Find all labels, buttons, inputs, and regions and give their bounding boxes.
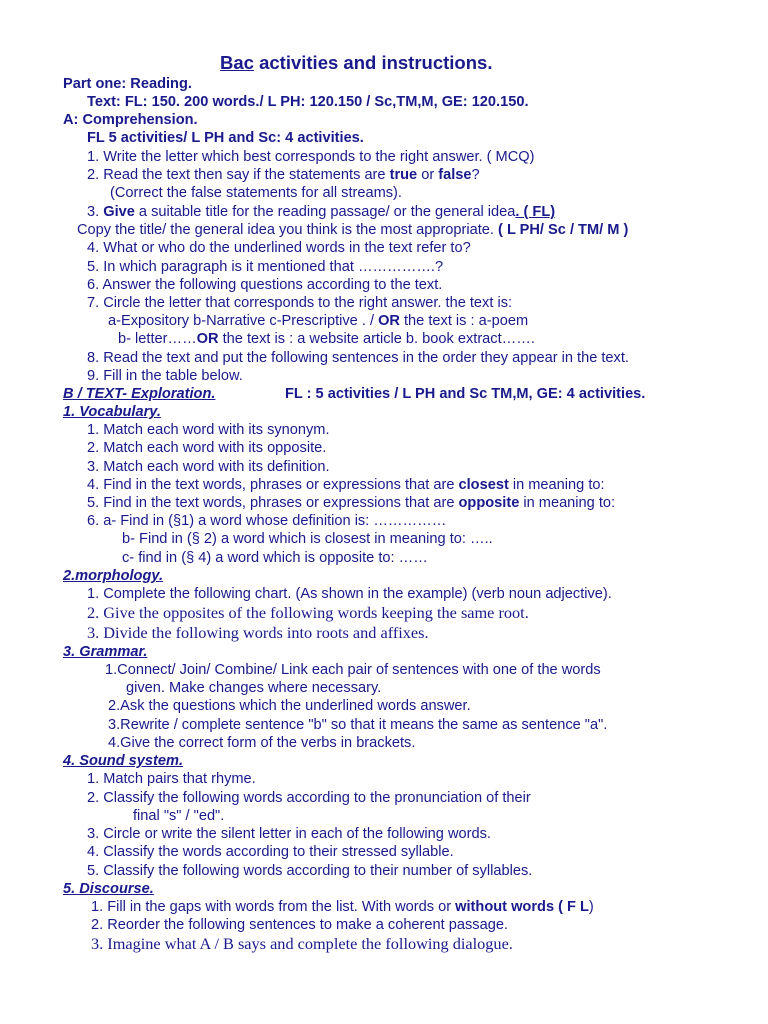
vocabulary-heading: 1. Vocabulary. [63, 404, 161, 420]
item-2-q: ? [471, 167, 480, 183]
vocab-5-end: in meaning to: [519, 495, 616, 511]
vocab-5-text: 5. Find in the text words, phrases or expressions that are [87, 495, 459, 511]
vocabulary-item-6b: b- Find in (§ 2) a word which is closest in meaning to: ….. [122, 531, 493, 547]
morphology-item-2: 2. Give the opposites of the following words keeping the same root. [87, 603, 529, 622]
sound-item-2-cont: final "s" / "ed". [133, 808, 225, 824]
grammar-item-3: 3.Rewrite / complete sentence "b" so that it means the same as sentence "a". [108, 717, 608, 733]
copy-title-line [77, 221, 628, 239]
copy-title-streams: ( L PH/ Sc / TM/ M ) [498, 222, 629, 238]
comprehension-item-2-note: (Correct the false statements for all streams). [110, 185, 402, 201]
sound-item-3: 3. Circle or write the silent letter in each of the following words. [87, 826, 491, 842]
sound-item-5: 5. Classify the following words according to their number of syllables. [87, 863, 533, 879]
item-2-false: false [438, 167, 472, 183]
discourse-1-end: ) [588, 899, 594, 915]
vocab-5-bold: opposite [458, 495, 520, 511]
part-one-heading: Part one: Reading. [63, 76, 192, 92]
comprehension-item-1: 1. Write the letter which best corresponds to the right answer. ( MCQ) [87, 149, 535, 165]
comprehension-item-6: 6. Answer the following questions according to the text. [87, 277, 443, 293]
vocabulary-item-6a: 6. a- Find in (§1) a word whose definition is: …………… [87, 513, 447, 529]
comprehension-item-7: 7. Circle the letter that corresponds to the right answer. the text is: [87, 295, 513, 311]
sound-item-4: 4. Classify the words according to their stressed syllable. [87, 844, 454, 860]
copy-title-text: Copy the title/ the general idea you think is the most appropriate. [77, 222, 499, 238]
grammar-item-4: 4.Give the correct form of the verbs in brackets. [108, 735, 416, 751]
title-bac: Bac [220, 52, 254, 73]
vocabulary-item-2: 2. Match each word with its opposite. [87, 440, 327, 456]
item-7-options-a: a-Expository b-Narrative c-Prescriptive . / [108, 313, 379, 329]
sound-system-heading: 4. Sound system. [63, 753, 184, 769]
comprehension-count: FL 5 activities/ L PH and Sc: 4 activities. [87, 130, 364, 146]
item-7-or: OR [378, 313, 400, 329]
comprehension-item-3 [87, 203, 555, 221]
vocabulary-item-3: 3. Match each word with its definition. [87, 459, 330, 475]
item-3-num: 3. [87, 204, 104, 220]
sound-item-1: 1. Match pairs that rhyme. [87, 771, 256, 787]
morphology-item-1: 1. Complete the following chart. (As shown in the example) (verb noun adjective). [87, 586, 612, 602]
vocabulary-item-6c: c- find in (§ 4) a word which is opposite to: …… [122, 550, 428, 566]
comprehension-item-8: 8. Read the text and put the following sentences in the order they appear in the text. [87, 350, 629, 366]
comprehension-heading: A: Comprehension. [63, 112, 198, 128]
grammar-item-2: 2.Ask the questions which the underlined words answer. [108, 698, 471, 714]
item-2-true: true [389, 167, 418, 183]
item-7-or-2: OR [196, 331, 219, 347]
comprehension-item-5: 5. In which paragraph is it mentioned that …………….? [87, 259, 444, 275]
comprehension-item-2 [87, 166, 480, 184]
item-7-options-c: b- letter…… [118, 331, 197, 347]
item-2-or: or [417, 167, 439, 183]
vocab-4-bold: closest [458, 477, 509, 493]
title-rest: activities and instructions. [253, 52, 493, 73]
comprehension-item-7-options-2 [118, 330, 535, 348]
item-7-options-b: the text is : a-poem [399, 313, 529, 329]
exploration-count: FL : 5 activities / L PH and Sc TM,M, GE: 4 activities. [285, 386, 646, 402]
item-3-fl: . ( FL) [515, 204, 556, 220]
text-length-line: Text: FL: 150. 200 words./ L PH: 120.150 / Sc,TM,M, GE: 120.150. [87, 94, 529, 110]
item-3-give: Give [103, 204, 135, 220]
comprehension-item-7-options [108, 312, 528, 330]
vocabulary-item-1: 1. Match each word with its synonym. [87, 422, 330, 438]
discourse-heading: 5. Discourse. [63, 881, 154, 897]
vocabulary-item-5 [87, 494, 615, 512]
item-2-text: 2. Read the text then say if the statements are [87, 167, 390, 183]
sound-item-2: 2. Classify the following words according to the pronunciation of their [87, 790, 531, 806]
item-3-text: a suitable title for the reading passage/ or the general idea [134, 204, 516, 220]
discourse-item-2: 2. Reorder the following sentences to make a coherent passage. [91, 917, 508, 933]
grammar-heading: 3. Grammar. [63, 644, 148, 660]
discourse-item-1 [91, 898, 594, 916]
grammar-item-1: 1.Connect/ Join/ Combine/ Link each pair of sentences with one of the words [105, 662, 601, 678]
discourse-item-3: 3. Imagine what A / B says and complete the following dialogue. [91, 934, 513, 953]
comprehension-item-9: 9. Fill in the table below. [87, 368, 243, 384]
exploration-heading: B / TEXT- Exploration. [63, 386, 216, 402]
discourse-1-text: 1. Fill in the gaps with words from the list. With words or [91, 899, 456, 915]
comprehension-item-4: 4. What or who do the underlined words in the text refer to? [87, 240, 471, 256]
page-title [220, 52, 492, 74]
item-7-options-d: the text is : a website article b. book extract……. [218, 331, 535, 347]
grammar-item-1-cont: given. Make changes where necessary. [126, 680, 382, 696]
discourse-1-bold: without words ( F L [455, 899, 589, 915]
vocabulary-item-4 [87, 476, 605, 494]
morphology-heading: 2.morphology. [63, 568, 163, 584]
morphology-item-3: 3. Divide the following words into roots and affixes. [87, 623, 429, 642]
vocab-4-end: in meaning to: [508, 477, 605, 493]
vocab-4-text: 4. Find in the text words, phrases or expressions that are [87, 477, 459, 493]
